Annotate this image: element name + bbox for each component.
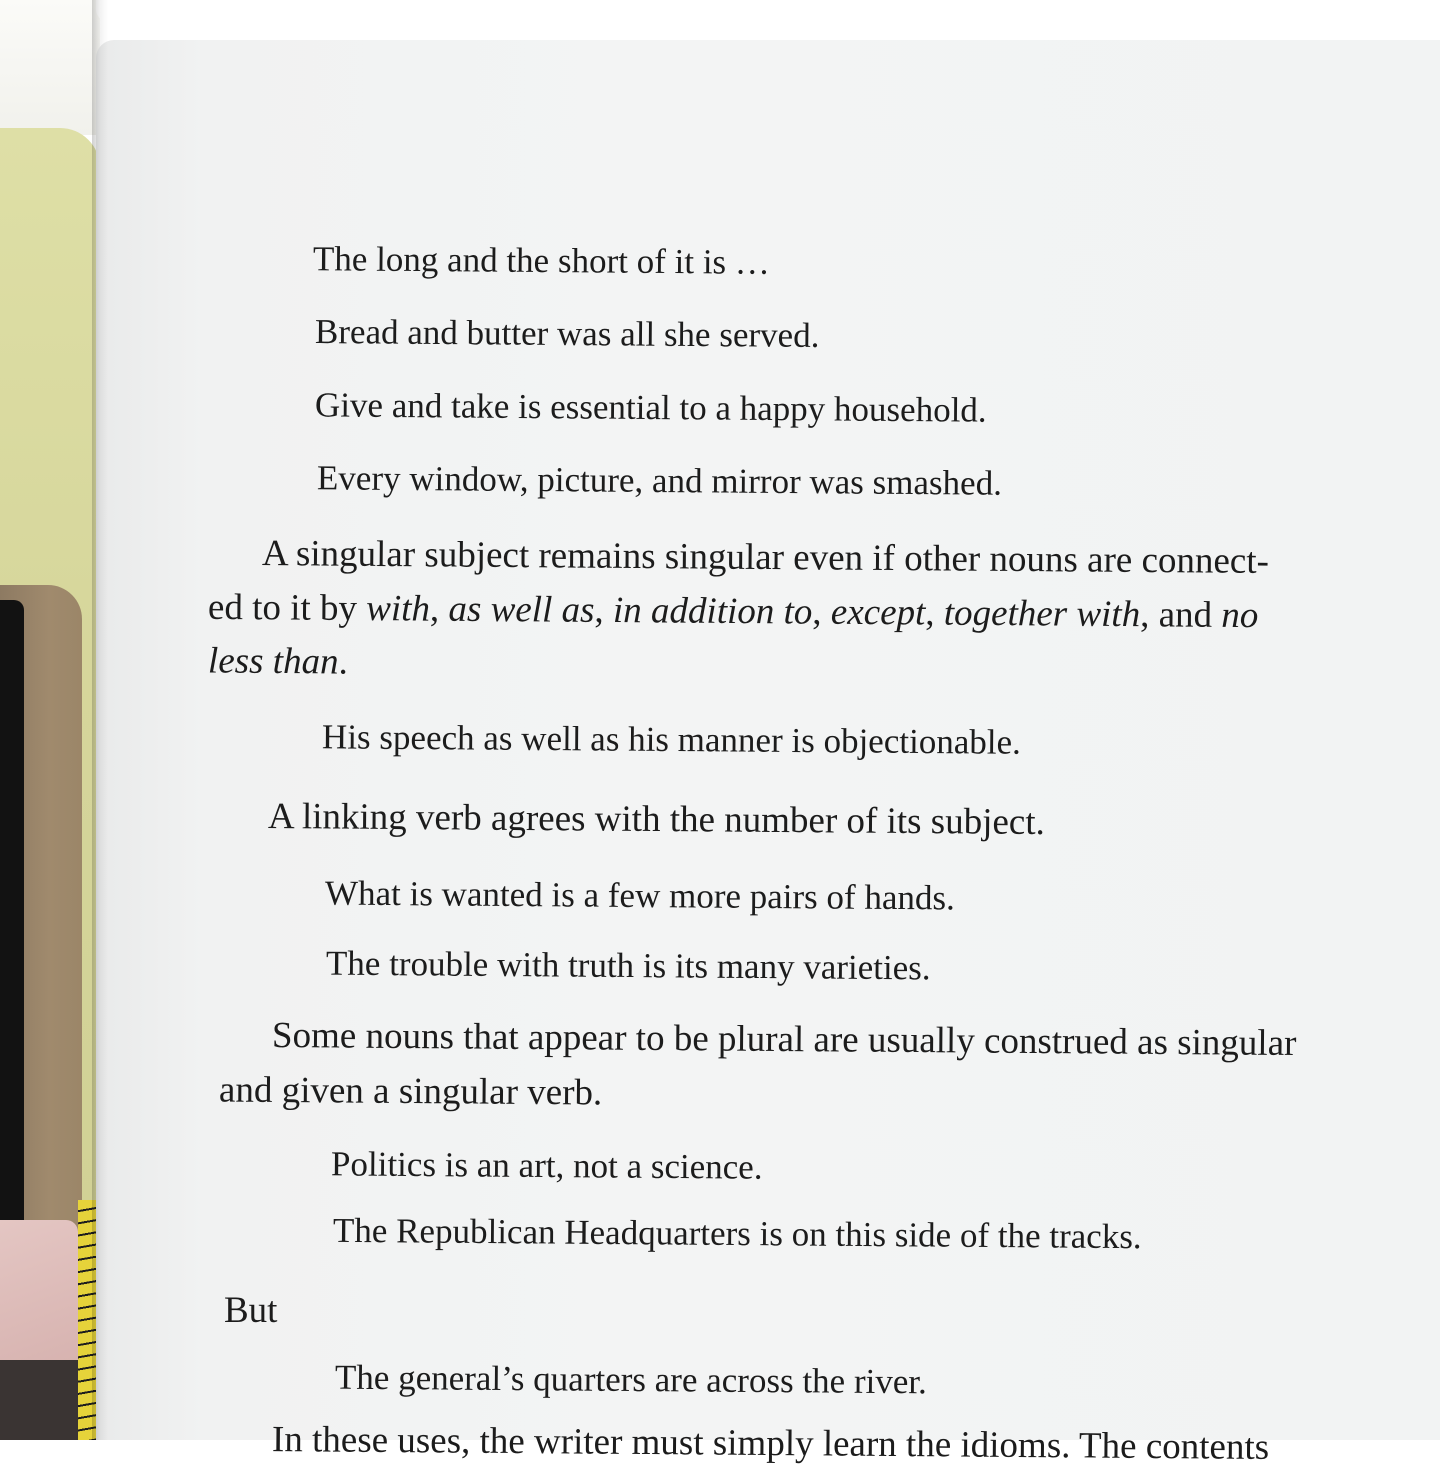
illustration-dark-floor [0, 1360, 80, 1440]
example-line: The general’s quarters are across the river. [334, 1357, 927, 1402]
text-run: . [338, 641, 348, 683]
but-label: But [224, 1290, 278, 1331]
italic-term: except [830, 591, 926, 634]
example-line: The long and the short of it is … [312, 239, 771, 282]
illustration-white-area [0, 0, 100, 135]
rule-paragraph-line [208, 639, 348, 683]
illustration-pink-floor [0, 1220, 78, 1360]
rule-paragraph-line: and given a singular verb. [218, 1069, 603, 1114]
example-line: The trouble with truth is its many varieties. [325, 943, 931, 988]
example-line: Bread and butter was all she served. [314, 312, 820, 355]
text-run: , [925, 592, 945, 634]
example-line: What is wanted is a few more pairs of hands. [324, 873, 955, 918]
text-run: , [812, 591, 832, 633]
text-run: , [594, 589, 614, 632]
italic-term: less than [207, 640, 339, 683]
italic-term: no [1221, 594, 1259, 637]
text-run: , [429, 588, 449, 630]
italic-term: together with [943, 592, 1141, 636]
rule-paragraph-line: A singular subject remains singular even if other nouns are connect- [261, 533, 1270, 582]
text-run: ed to it by [207, 586, 367, 630]
cut-off-paragraph-line: In these uses, the writer must simply learn the idioms. The contents [271, 1419, 1270, 1468]
left-page-illustration [0, 0, 100, 1440]
rule-paragraph-line: Some nouns that appear to be plural are usually construed as singular [271, 1014, 1297, 1065]
rule-paragraph-line [208, 586, 1259, 637]
rule-paragraph-line: A linking verb agrees with the number of its subject. [267, 795, 1045, 844]
example-line: Give and take is essential to a happy household. [314, 385, 987, 430]
example-line: Politics is an art, not a science. [330, 1144, 763, 1187]
illustration-black-figure [0, 600, 24, 1240]
example-line: The Republican Headquarters is on this side of the tracks. [332, 1210, 1142, 1257]
book-spine-shadow [92, 0, 108, 1440]
example-line: Every window, picture, and mirror was smashed. [316, 458, 1003, 503]
italic-term: with [366, 588, 431, 630]
example-line: His speech as well as his manner is objectionable. [321, 717, 1021, 762]
italic-term: as well as [448, 588, 595, 631]
text-run: , and [1139, 594, 1222, 636]
italic-term: in addition to [612, 590, 813, 633]
